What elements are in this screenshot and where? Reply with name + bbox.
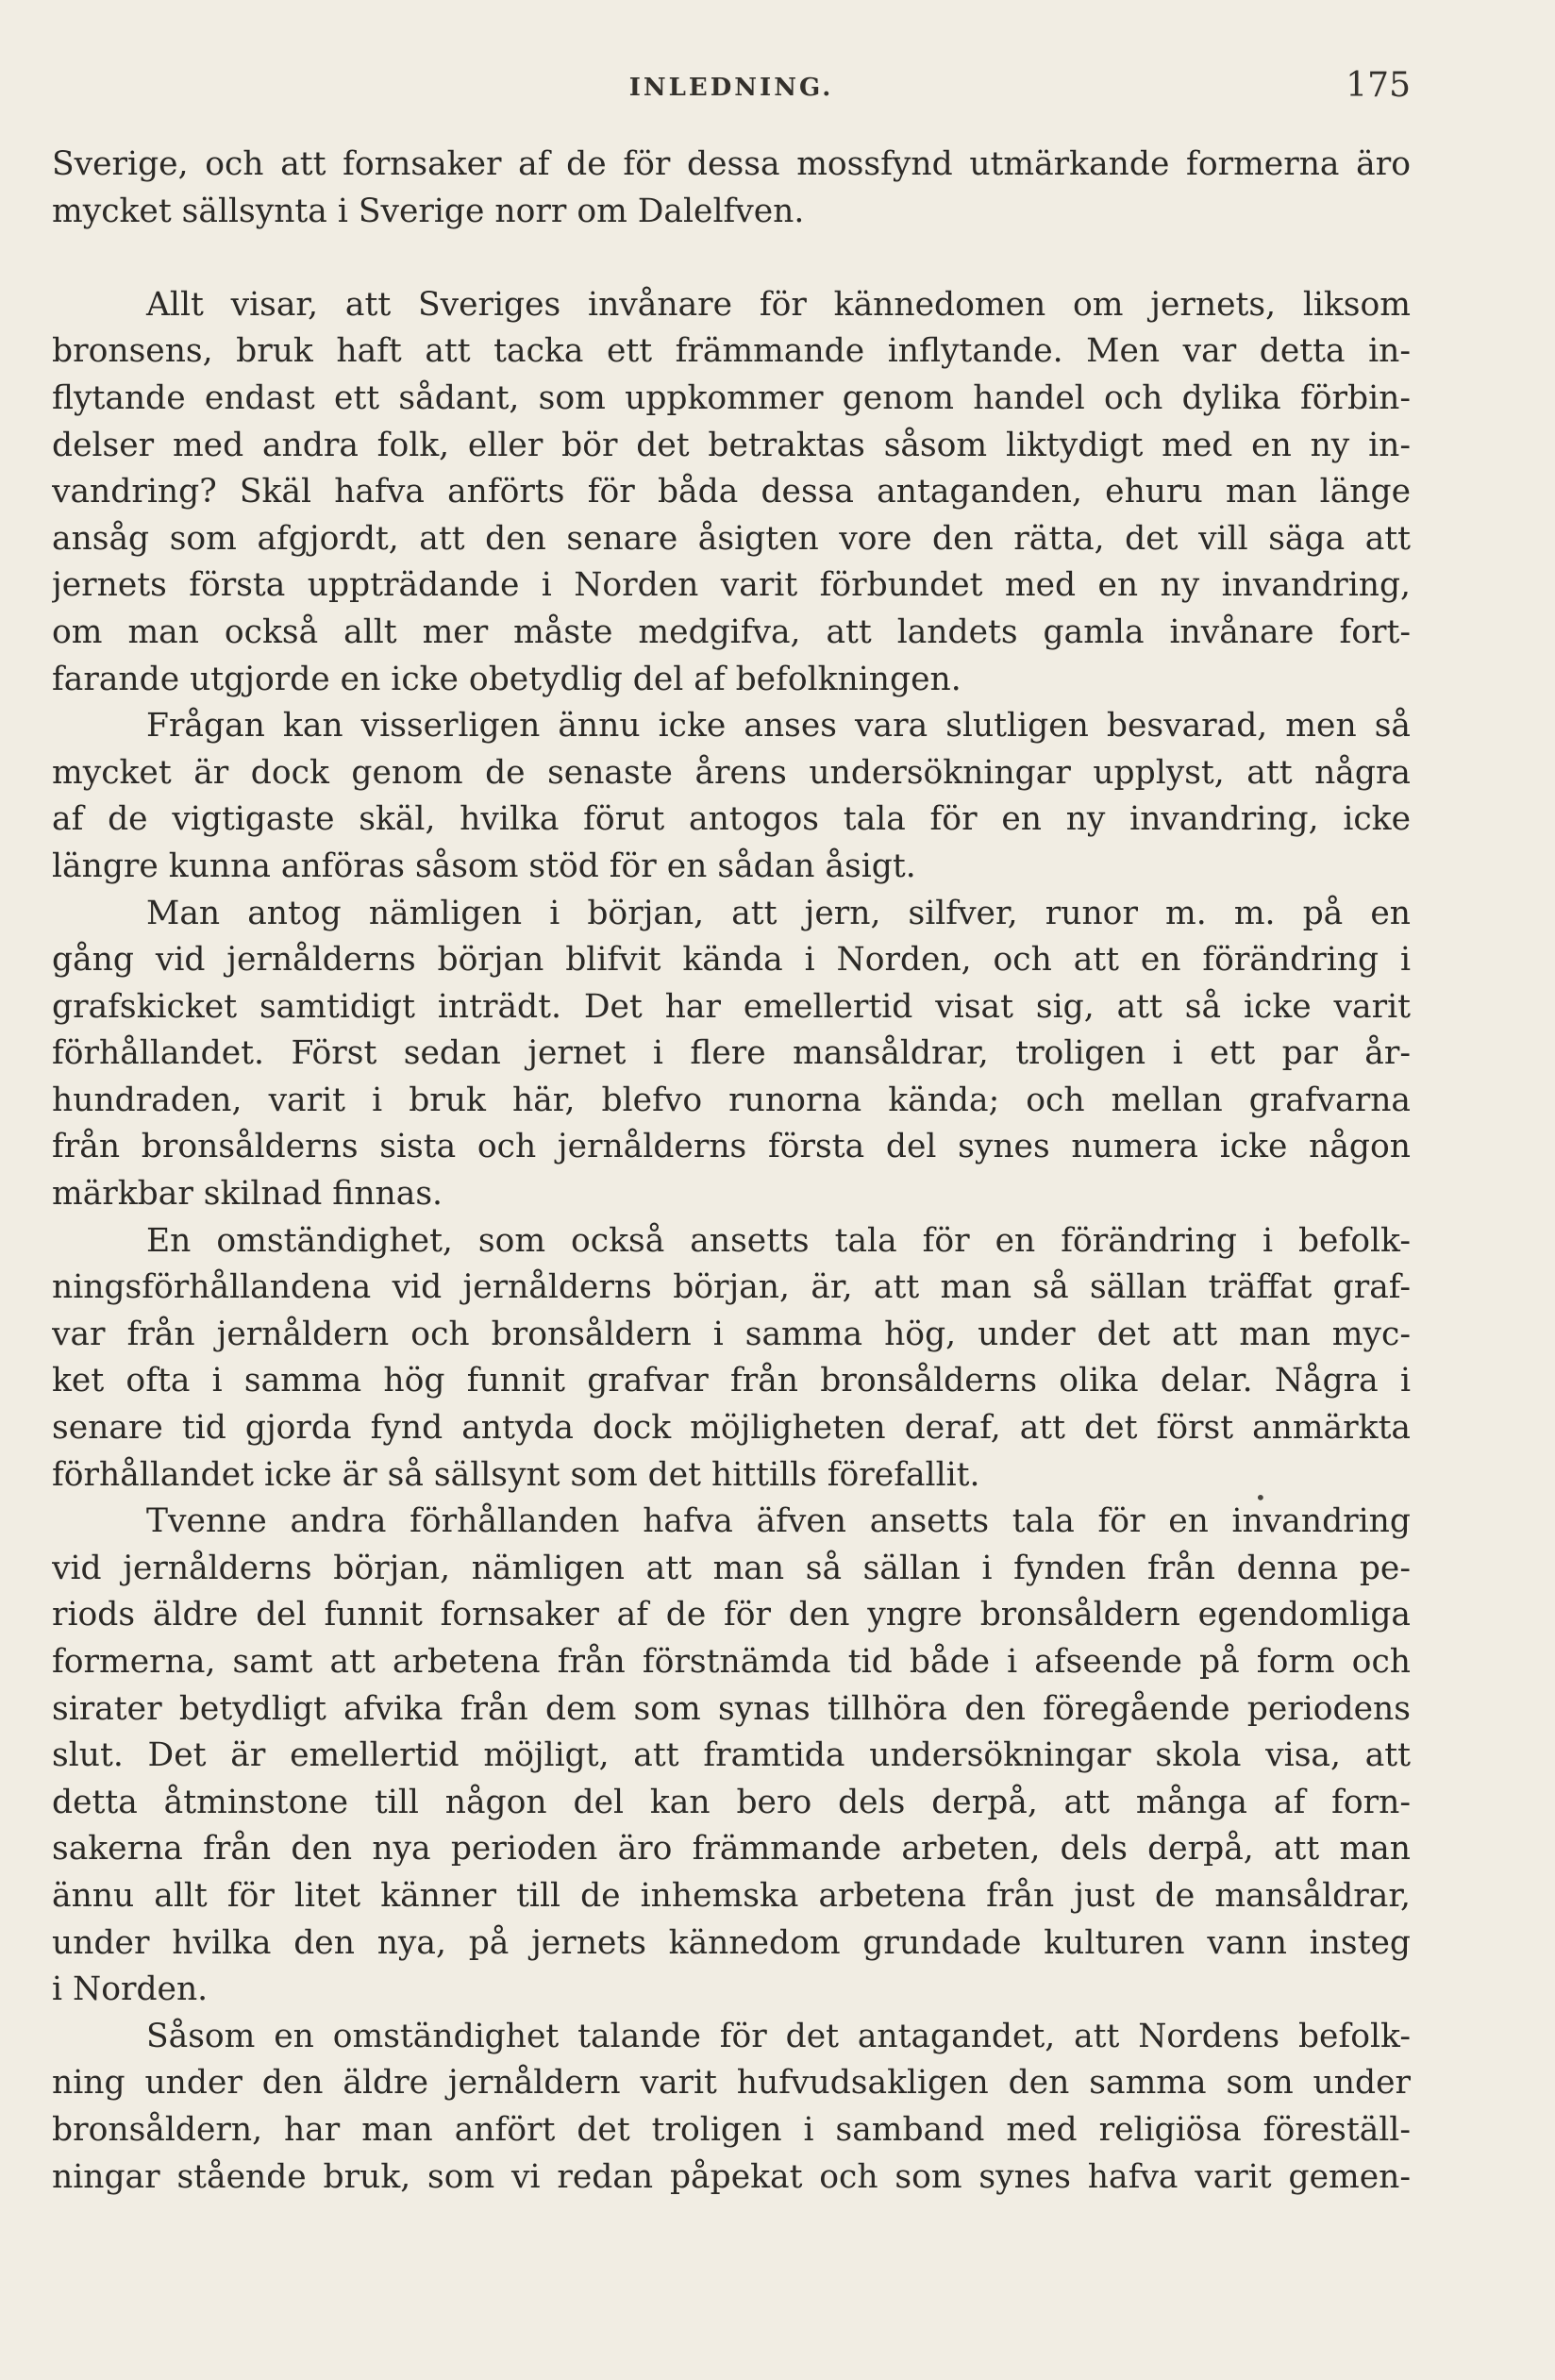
text-line: vid jernålderns början, nämligen att man så sällan i fynden från denna pe- <box>52 1549 1411 1587</box>
text-line: mycket sällsynta i Sverige norr om Dalelfven. <box>52 192 805 230</box>
text-line: ningar stående bruk, som vi redan påpekat och som synes hafva varit gemen- <box>52 2157 1411 2196</box>
text-line: Frågan kan visserligen ännu icke anses vara slutligen besvarad, men så <box>146 707 1411 746</box>
paragraph <box>52 282 1411 703</box>
text-line: grafskicket samtidigt inträdt. Det har emellertid visat sig, att så icke varit <box>52 987 1411 1026</box>
paragraph <box>52 703 1411 890</box>
text-line: under hvilka den nya, på jernets kännedom grundade kulturen vann insteg <box>52 1923 1411 1962</box>
page-number: 175 <box>1346 66 1411 105</box>
text-line: ningsförhållandena vid jernålderns början, är, att man så sällan träffat graf- <box>52 1268 1411 1307</box>
text-line: Man antog nämligen i början, att jern, silfver, runor m. m. på en <box>146 894 1411 932</box>
text-line: Sverige, och att fornsaker af de för dessa mossfynd utmärkande formerna äro <box>52 145 1411 183</box>
text-line: jernets första uppträdande i Norden varit förbundet med en ny invandring, <box>52 566 1411 605</box>
text-line: ännu allt för litet känner till de inhemska arbetena från just de mansåldrar, <box>52 1876 1411 1915</box>
text-line: senare tid gjorda fynd antyda dock möjligheten deraf, att det först anmärkta <box>52 1409 1411 1448</box>
text-line: af de vigtigaste skäl, hvilka förut antogos tala för en ny invandring, icke <box>52 800 1411 839</box>
text-line: märkbar skilnad finnas. <box>52 1175 443 1214</box>
text-line: ansåg som afgjordt, att den senare åsigten vore den rätta, det vill säga att <box>52 519 1411 558</box>
text-line: En omständighet, som också ansetts tala för en förändring i befolk- <box>146 1221 1411 1260</box>
text-line: längre kunna anföras såsom stöd för en sådan åsigt. <box>52 846 916 885</box>
text-line: bronsåldern, har man anfört det troligen i samband med religiösa föreställ- <box>52 2110 1411 2149</box>
paragraph <box>52 891 1411 1218</box>
text-line: slut. Det är emellertid möjligt, att framtida undersökningar skola visa, att <box>52 1736 1411 1775</box>
stray-mark: • <box>1255 1486 1266 1509</box>
text-line: formerna, samt att arbetena från förstnämda tid både i afseende på form och <box>52 1643 1411 1681</box>
text-line: från bronsålderns sista och jernålderns första del synes numera icke någon <box>52 1128 1411 1166</box>
running-title: INLEDNING. <box>628 74 834 102</box>
text-line: detta åtminstone till någon del kan bero dels derpå, att många af forn- <box>52 1783 1411 1821</box>
text-line: bronsens, bruk haft att tacka ett främmande inflytande. Men var detta in- <box>52 332 1411 371</box>
text-line: sakerna från den nya perioden äro främmande arbeten, dels derpå, att man <box>52 1830 1411 1869</box>
text-line: flytande endast ett sådant, som uppkommer genom handel och dylika förbin- <box>52 378 1411 417</box>
text-line: förhållandet. Först sedan jernet i flere mansåldrar, troligen i ett par år- <box>52 1034 1411 1073</box>
text-line: var från jernåldern och bronsåldern i samma hög, under det att man myc- <box>52 1315 1411 1353</box>
text-line: vandring? Skäl hafva anförts för båda dessa antaganden, ehuru man länge <box>52 473 1411 511</box>
text-line: Såsom en omständighet talande för det antagandet, att Nordens befolk- <box>146 2017 1411 2055</box>
text-line: farande utgjorde en icke obetydlig del af befolkningen. <box>52 660 961 698</box>
text-line: ning under den äldre jernåldern varit hufvudsakligen den samma som under <box>52 2064 1411 2103</box>
paragraph <box>52 1499 1411 2014</box>
text-line: ket ofta i samma hög funnit grafvar från bronsålderns olika delar. Några i <box>52 1362 1411 1400</box>
text-line: gång vid jernålderns början blifvit kända i Norden, och att en förändring i <box>52 941 1411 980</box>
book-page <box>52 66 1411 2331</box>
paragraph-gap <box>52 235 1411 282</box>
text-line: mycket är dock genom de senaste årens undersökningar upplyst, att några <box>52 753 1411 792</box>
paragraph <box>52 2014 1411 2201</box>
paragraph <box>52 1218 1411 1500</box>
paragraph <box>52 142 1411 235</box>
page-header <box>52 66 1411 132</box>
text-line: Allt visar, att Sveriges invånare för kännedomen om jernets, liksom <box>146 285 1411 324</box>
body-text <box>52 142 1411 2201</box>
text-line: sirater betydligt afvika från dem som synas tillhöra den föregående periodens <box>52 1689 1411 1728</box>
text-line: förhållandet icke är så sällsynt som det hittills förefallit. <box>52 1455 980 1494</box>
text-line: hundraden, varit i bruk här, blefvo runorna kända; och mellan grafvarna <box>52 1081 1411 1119</box>
text-line: i Norden. <box>52 1970 209 2009</box>
text-line: Tvenne andra förhållanden hafva äfven ansetts tala för en invandring <box>146 1502 1411 1541</box>
text-line: delser med andra folk, eller bör det betraktas såsom liktydigt med en ny in- <box>52 426 1411 464</box>
text-line: om man också allt mer måste medgifva, att landets gamla invånare fort- <box>52 612 1411 651</box>
text-line: riods äldre del funnit fornsaker af de för den yngre bronsåldern egendomliga <box>52 1596 1411 1634</box>
